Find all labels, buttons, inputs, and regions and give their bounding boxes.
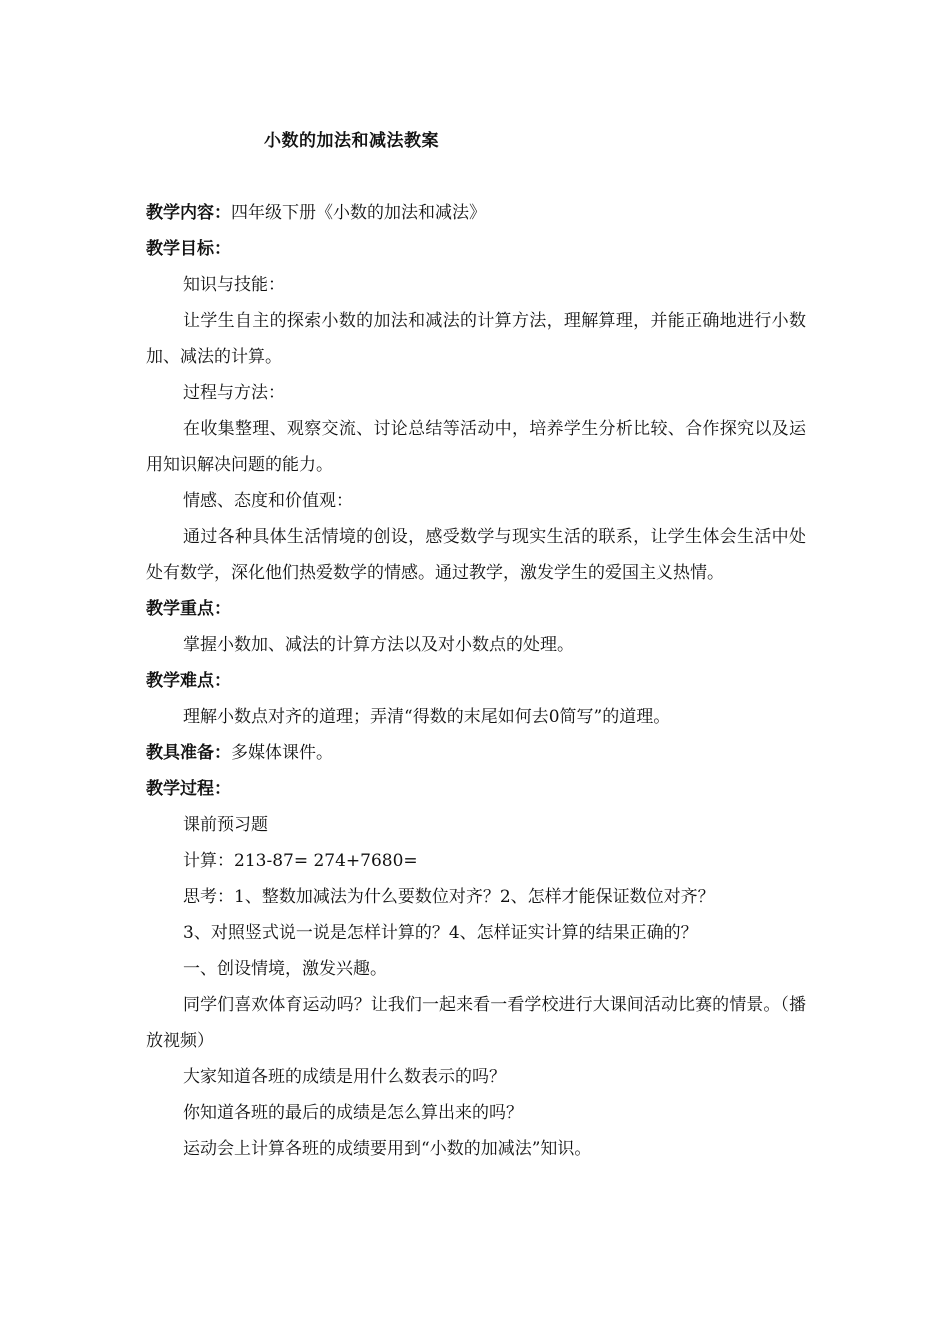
tools-line bbox=[146, 740, 806, 776]
process-line: 一、创设情境，激发兴趣。 bbox=[183, 959, 387, 979]
knowledge-title: 知识与技能： bbox=[183, 275, 285, 295]
goals-label: 教学目标： bbox=[146, 239, 231, 259]
difficulty-text: 理解小数点对齐的道理；弄清“得数的末尾如何去0简写”的道理。 bbox=[183, 707, 671, 727]
process-line: 3、对照竖式说一说是怎样计算的？4、怎样证实计算的结果正确的？ bbox=[183, 923, 698, 943]
document-title: 小数的加法和减法教案 bbox=[264, 131, 439, 151]
content-line bbox=[146, 200, 806, 236]
knowledge-text: 让学生自主的探索小数的加法和减法的计算方法，理解算理，并能正确地进行小数加、减法的计算。 bbox=[146, 311, 806, 367]
difficulty-label: 教学难点： bbox=[146, 671, 231, 691]
document-body bbox=[146, 200, 806, 1172]
process-title: 过程与方法： bbox=[183, 383, 285, 403]
process-label: 教学过程： bbox=[146, 779, 231, 799]
content-text: 四年级下册《小数的加法和减法》 bbox=[231, 203, 486, 223]
intro-text: 同学们喜欢体育运动吗？让我们一起来看一看学校进行大课间活动比赛的情景。（播放视频） bbox=[146, 995, 806, 1051]
process-line: 计算：213-87= 274+7680= bbox=[183, 851, 418, 871]
process-line: 课前预习题 bbox=[183, 815, 268, 835]
key-point-label: 教学重点： bbox=[146, 599, 231, 619]
emotion-text: 通过各种具体生活情境的创设，感受数学与现实生活的联系，让学生体会生活中处处有数学，深化他们热爱数学的情感。通过教学，激发学生的爱国主义热情。 bbox=[146, 527, 806, 583]
key-point-text: 掌握小数加、减法的计算方法以及对小数点的处理。 bbox=[183, 635, 574, 655]
process-text: 在收集整理、观察交流、讨论总结等活动中，培养学生分析比较、合作探究以及运用知识解决问题的能力。 bbox=[146, 419, 806, 475]
content-label: 教学内容： bbox=[146, 203, 231, 223]
tools-label: 教具准备： bbox=[146, 743, 231, 763]
question-line: 大家知道各班的成绩是用什么数表示的吗？ bbox=[183, 1067, 506, 1087]
process-line: 思考：1、整数加减法为什么要数位对齐？2、怎样才能保证数位对齐？ bbox=[183, 887, 715, 907]
emotion-title: 情感、态度和价值观： bbox=[183, 491, 353, 511]
question-line: 你知道各班的最后的成绩是怎么算出来的吗？ bbox=[183, 1103, 523, 1123]
question-line: 运动会上计算各班的成绩要用到“小数的加减法”知识。 bbox=[183, 1139, 592, 1159]
tools-text: 多媒体课件。 bbox=[231, 743, 333, 763]
